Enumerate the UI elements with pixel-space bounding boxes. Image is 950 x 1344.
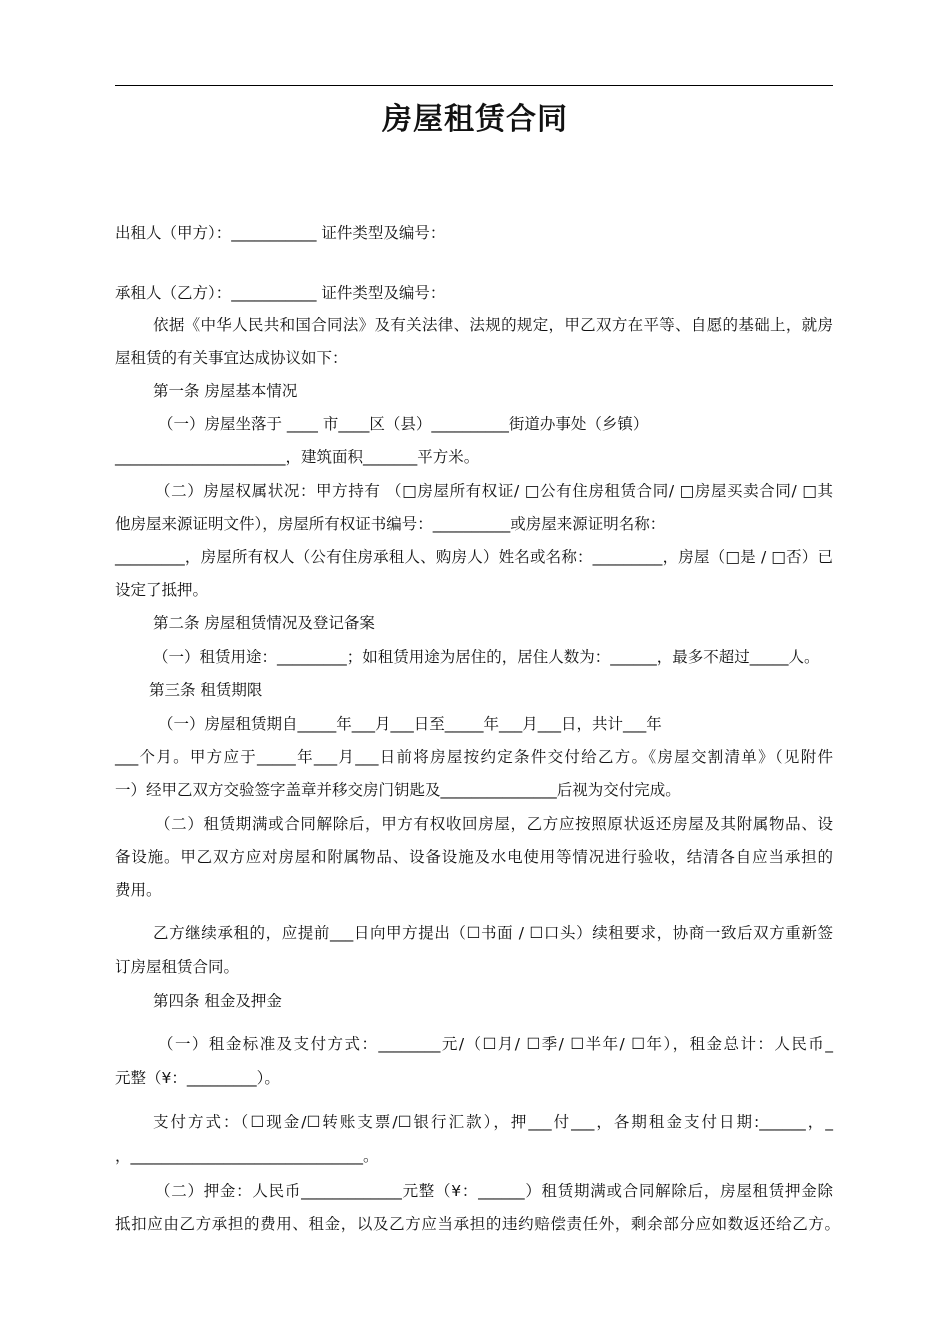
preamble-line-2: 屋租赁的有关事宜达成协议如下： — [115, 349, 348, 367]
article-3-clause-2-line-1: （二）租赁期满或合同解除后，甲方有权收回房屋，乙方应按照原状返还房屋及其附属物品、设 — [155, 815, 833, 833]
article-3-clause-1-line-2: ___个月。甲方应于_____年___月___日前将房屋按约定条件交付给乙方。《房屋交割清单》（见附件 — [115, 748, 833, 766]
article-1-clause-1-line-2: ______________________，建筑面积_______平方米。 — [115, 448, 480, 466]
deposit-line-2: 抵扣应由乙方承担的费用、租金，以及乙方应当承担的违约赔偿责任外，剩余部分应如数返还给乙方。 — [115, 1215, 840, 1233]
deposit-line-1: （二）押金：人民币_____________元整（¥：______）租赁期满或合同解除后，房屋租赁押金除 — [155, 1182, 833, 1200]
article-3-heading: 第三条 租赁期限 — [149, 681, 263, 699]
article-1-clause-1-line-1: （一）房屋坐落于 ____ 市____区（县）__________街道办事处（乡镇） — [158, 415, 649, 433]
article-4-heading: 第四条 租金及押金 — [153, 992, 282, 1010]
lessee-line: 承租人（乙方）：___________ 证件类型及编号： — [115, 284, 446, 302]
article-3-clause-2-line-2: 备设施。甲乙双方应对房屋和附属物品、设备设施及水电使用等情况进行验收，结清各自应当承担的 — [115, 848, 833, 866]
article-1-heading: 第一条 房屋基本情况 — [153, 382, 298, 400]
article-3-clause-2-line-3: 费用。 — [115, 881, 162, 899]
document-title: 房屋租赁合同 — [382, 102, 568, 137]
article-4-clause-1-line-1: （一）租金标准及支付方式：________元/（☐月/ ☐季/ ☐半年/ ☐年），租金总计：人民币_ — [158, 1035, 833, 1053]
preamble-line-1: 依据《中华人民共和国合同法》及有关法律、法规的规定，甲乙双方在平等、自愿的基础上，就房 — [153, 316, 833, 334]
article-1-clause-2-line-4: 设定了抵押。 — [115, 581, 209, 599]
lessor-line: 出租人（甲方）：___________ 证件类型及编号： — [115, 224, 446, 242]
payment-method-line-1: 支付方式：（☐现金/☐转账支票/☐银行汇款），押___付___，各期租金支付日期:______，_ — [153, 1113, 833, 1131]
article-1-clause-2-line-1: （二）房屋权属状况：甲方持有 （□房屋所有权证/ □公有住房租赁合同/ □房屋买卖合同/ □其 — [155, 482, 833, 500]
article-2-clause-1: （一）租赁用途：_________；如租赁用途为居住的，居住人数为：______，最多不超过_____人。 — [153, 648, 820, 666]
article-3-clause-1-line-3: 一）经甲乙双方交验签字盖章并移交房门钥匙及_______________后视为交付完成。 — [115, 781, 681, 799]
article-1-clause-2-line-3: _________，房屋所有权人（公有住房承租人、购房人）姓名或名称：_________，房屋（□是 / □否）已 — [115, 548, 833, 566]
header-rule — [115, 85, 833, 86]
article-3-clause-1-line-1: （一）房屋租赁期自_____年___月___日至_____年___月___日，共计___年 — [158, 715, 662, 733]
renewal-line-1: 乙方继续承租的，应提前___日向甲方提出（☐书面 / ☐口头）续租要求，协商一致后双方重新签 — [153, 924, 833, 942]
article-4-clause-1-line-2: 元整（¥：_________）。 — [115, 1069, 280, 1087]
payment-method-line-2: ，______________________________。 — [115, 1147, 379, 1165]
renewal-line-2: 订房屋租赁合同。 — [115, 958, 240, 976]
article-1-clause-2-line-2: 他房屋来源证明文件），房屋所有权证书编号：__________或房屋来源证明名称： — [115, 515, 666, 533]
article-2-heading: 第二条 房屋租赁情况及登记备案 — [153, 614, 375, 632]
